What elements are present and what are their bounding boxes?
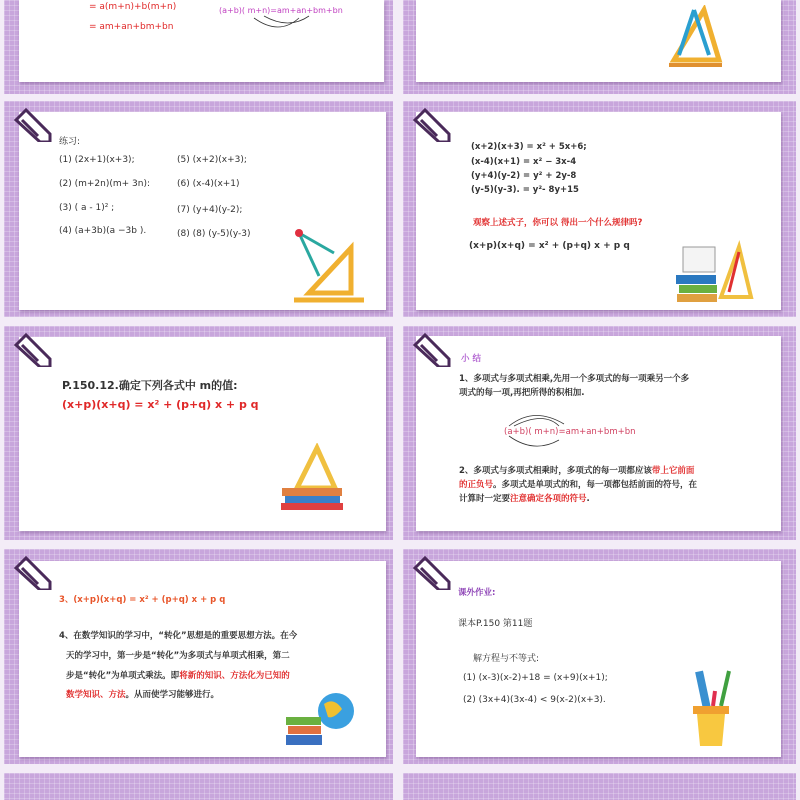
slide-card — [416, 561, 781, 757]
slide-card — [19, 112, 386, 310]
text: 。从而使学习能够进行。 — [125, 690, 220, 700]
highlight: 带上它前面 — [651, 466, 695, 476]
equation: (y-5)(y-3). = y²- 8y+15 — [471, 185, 579, 195]
point-3: 3、(x+p)(x+q) = x² + (p+q) x + p q — [59, 595, 226, 605]
slide-card — [416, 112, 781, 310]
exercise-item: (5) (x+2)(x+3); — [177, 155, 247, 165]
slide-thumb-6[interactable] — [403, 326, 796, 540]
slide-thumb-5[interactable] — [4, 326, 393, 540]
point-4: 天的学习中，第一步是“转化”为多项式与单项式相乘，第二 — [66, 651, 290, 661]
summary-p2 — [459, 478, 697, 490]
homework-item: (1) (x-3)(x-2)+18 = (x+9)(x+1); — [463, 673, 608, 683]
expansion-line: = am+an+bm+bn — [89, 22, 174, 32]
exercise-item: (2) (m+2n)(m+ 3n): — [59, 179, 151, 189]
exercise-item: (7) (y+4)(y-2); — [177, 205, 243, 215]
summary-p2 — [459, 464, 694, 476]
arrows-icon — [504, 406, 584, 456]
slide-card — [19, 337, 386, 531]
equation: (y+4)(y-2) = y² + 2y-8 — [471, 171, 577, 181]
slide-thumb-2[interactable] — [403, 0, 796, 94]
summary-heading: 小 结 — [461, 354, 481, 364]
slide-thumb-3[interactable] — [4, 101, 393, 317]
books-icon — [671, 237, 756, 307]
exercise-item: (8) (8) (y-5)(y-3) — [177, 229, 251, 239]
homework-task: 课本P.150 第11题 — [458, 619, 533, 629]
text: 2、多项式与多项式相乘时，多项式的每一项都应该 — [459, 466, 652, 476]
question: 观察上述式子，你可以 得出一个什么规律吗? — [473, 218, 643, 228]
exercise-item: (3) ( a - 1)² ; — [59, 203, 115, 213]
slide-card — [416, 336, 781, 531]
slide-card — [19, 0, 384, 82]
equation: (x+2)(x+3) = x² + 5x+6; — [471, 142, 587, 152]
globe-books-icon — [284, 689, 359, 751]
homework-sub: 解方程与不等式: — [473, 654, 540, 664]
point-4: 4、在数学知识的学习中，“转化”思想是的重要思想方法。在今 — [59, 631, 298, 641]
compass-triangle-icon — [664, 5, 724, 70]
homework-item: (2) (3x+4)(3x-4) < 9(x-2)(x+3). — [463, 695, 606, 705]
text: . — [586, 494, 590, 504]
exercise-item: (6) (x-4)(x+1) — [177, 179, 240, 189]
summary-p2 — [459, 492, 590, 504]
arrows-icon — [244, 14, 314, 32]
slide-thumb-4[interactable] — [403, 101, 796, 317]
slide-thumb-10[interactable] — [403, 773, 796, 800]
books-triangle-icon — [277, 443, 362, 513]
paperclip-icon — [12, 554, 52, 590]
pencil-cup-icon — [691, 666, 741, 746]
slide-thumb-1[interactable] — [4, 0, 393, 94]
exercise-item: (1) (2x+1)(x+3); — [59, 155, 135, 165]
slide-thumb-8[interactable] — [403, 549, 796, 764]
paperclip-icon — [411, 106, 451, 142]
rule: (x+p)(x+q) = x² + (p+q) x + p q — [62, 398, 259, 411]
point-4 — [66, 669, 290, 681]
slide-title: P.150.12.确定下列各式中 m的值: — [62, 379, 238, 392]
paperclip-icon — [411, 554, 451, 590]
exercise-item: (4) (a+3b)(a −3b ). — [59, 226, 147, 236]
summary-p1: 项式的每一项,再把所得的积相加. — [459, 388, 585, 398]
paperclip-icon — [411, 331, 451, 367]
paperclip-icon — [12, 106, 52, 142]
highlight: 将新的知识、方法化为已知的 — [179, 671, 290, 681]
slide-card — [416, 0, 781, 82]
text: 计算时一定要 — [459, 494, 511, 504]
highlight: 的正负号 — [459, 480, 494, 490]
paperclip-icon — [12, 331, 52, 367]
point-4 — [66, 688, 219, 700]
highlight: 数学知识、方法 — [66, 690, 126, 700]
slide-thumb-7[interactable] — [4, 549, 393, 764]
rule: (x+p)(x+q) = x² + (p+q) x + p q — [469, 241, 630, 251]
homework-heading: 课外作业: — [458, 588, 496, 598]
exercise-title: 练习: — [59, 137, 81, 147]
slide-thumb-9[interactable] — [4, 773, 393, 800]
formula: (a+b)( m+n)=am+an+bm+bn — [219, 6, 343, 15]
summary-p1: 1、多项式与多项式相乘,先用一个多项式的每一项乘另一个多 — [459, 374, 690, 384]
compass-ruler-icon — [289, 228, 369, 303]
highlight: 注意确定各项的符号 — [510, 494, 587, 504]
formula: (a+b)( m+n)=am+an+bm+bn — [504, 427, 636, 437]
equation: (x-4)(x+1) = x² − 3x-4 — [471, 157, 577, 167]
slide-card — [19, 561, 386, 757]
expansion-line: = a(m+n)+b(m+n) — [89, 2, 177, 12]
text: 。多项式是单项式的和，每一项都包括前面的符号，在 — [493, 480, 698, 490]
text: 步是“转化”为单项式乘法。即 — [66, 671, 180, 681]
